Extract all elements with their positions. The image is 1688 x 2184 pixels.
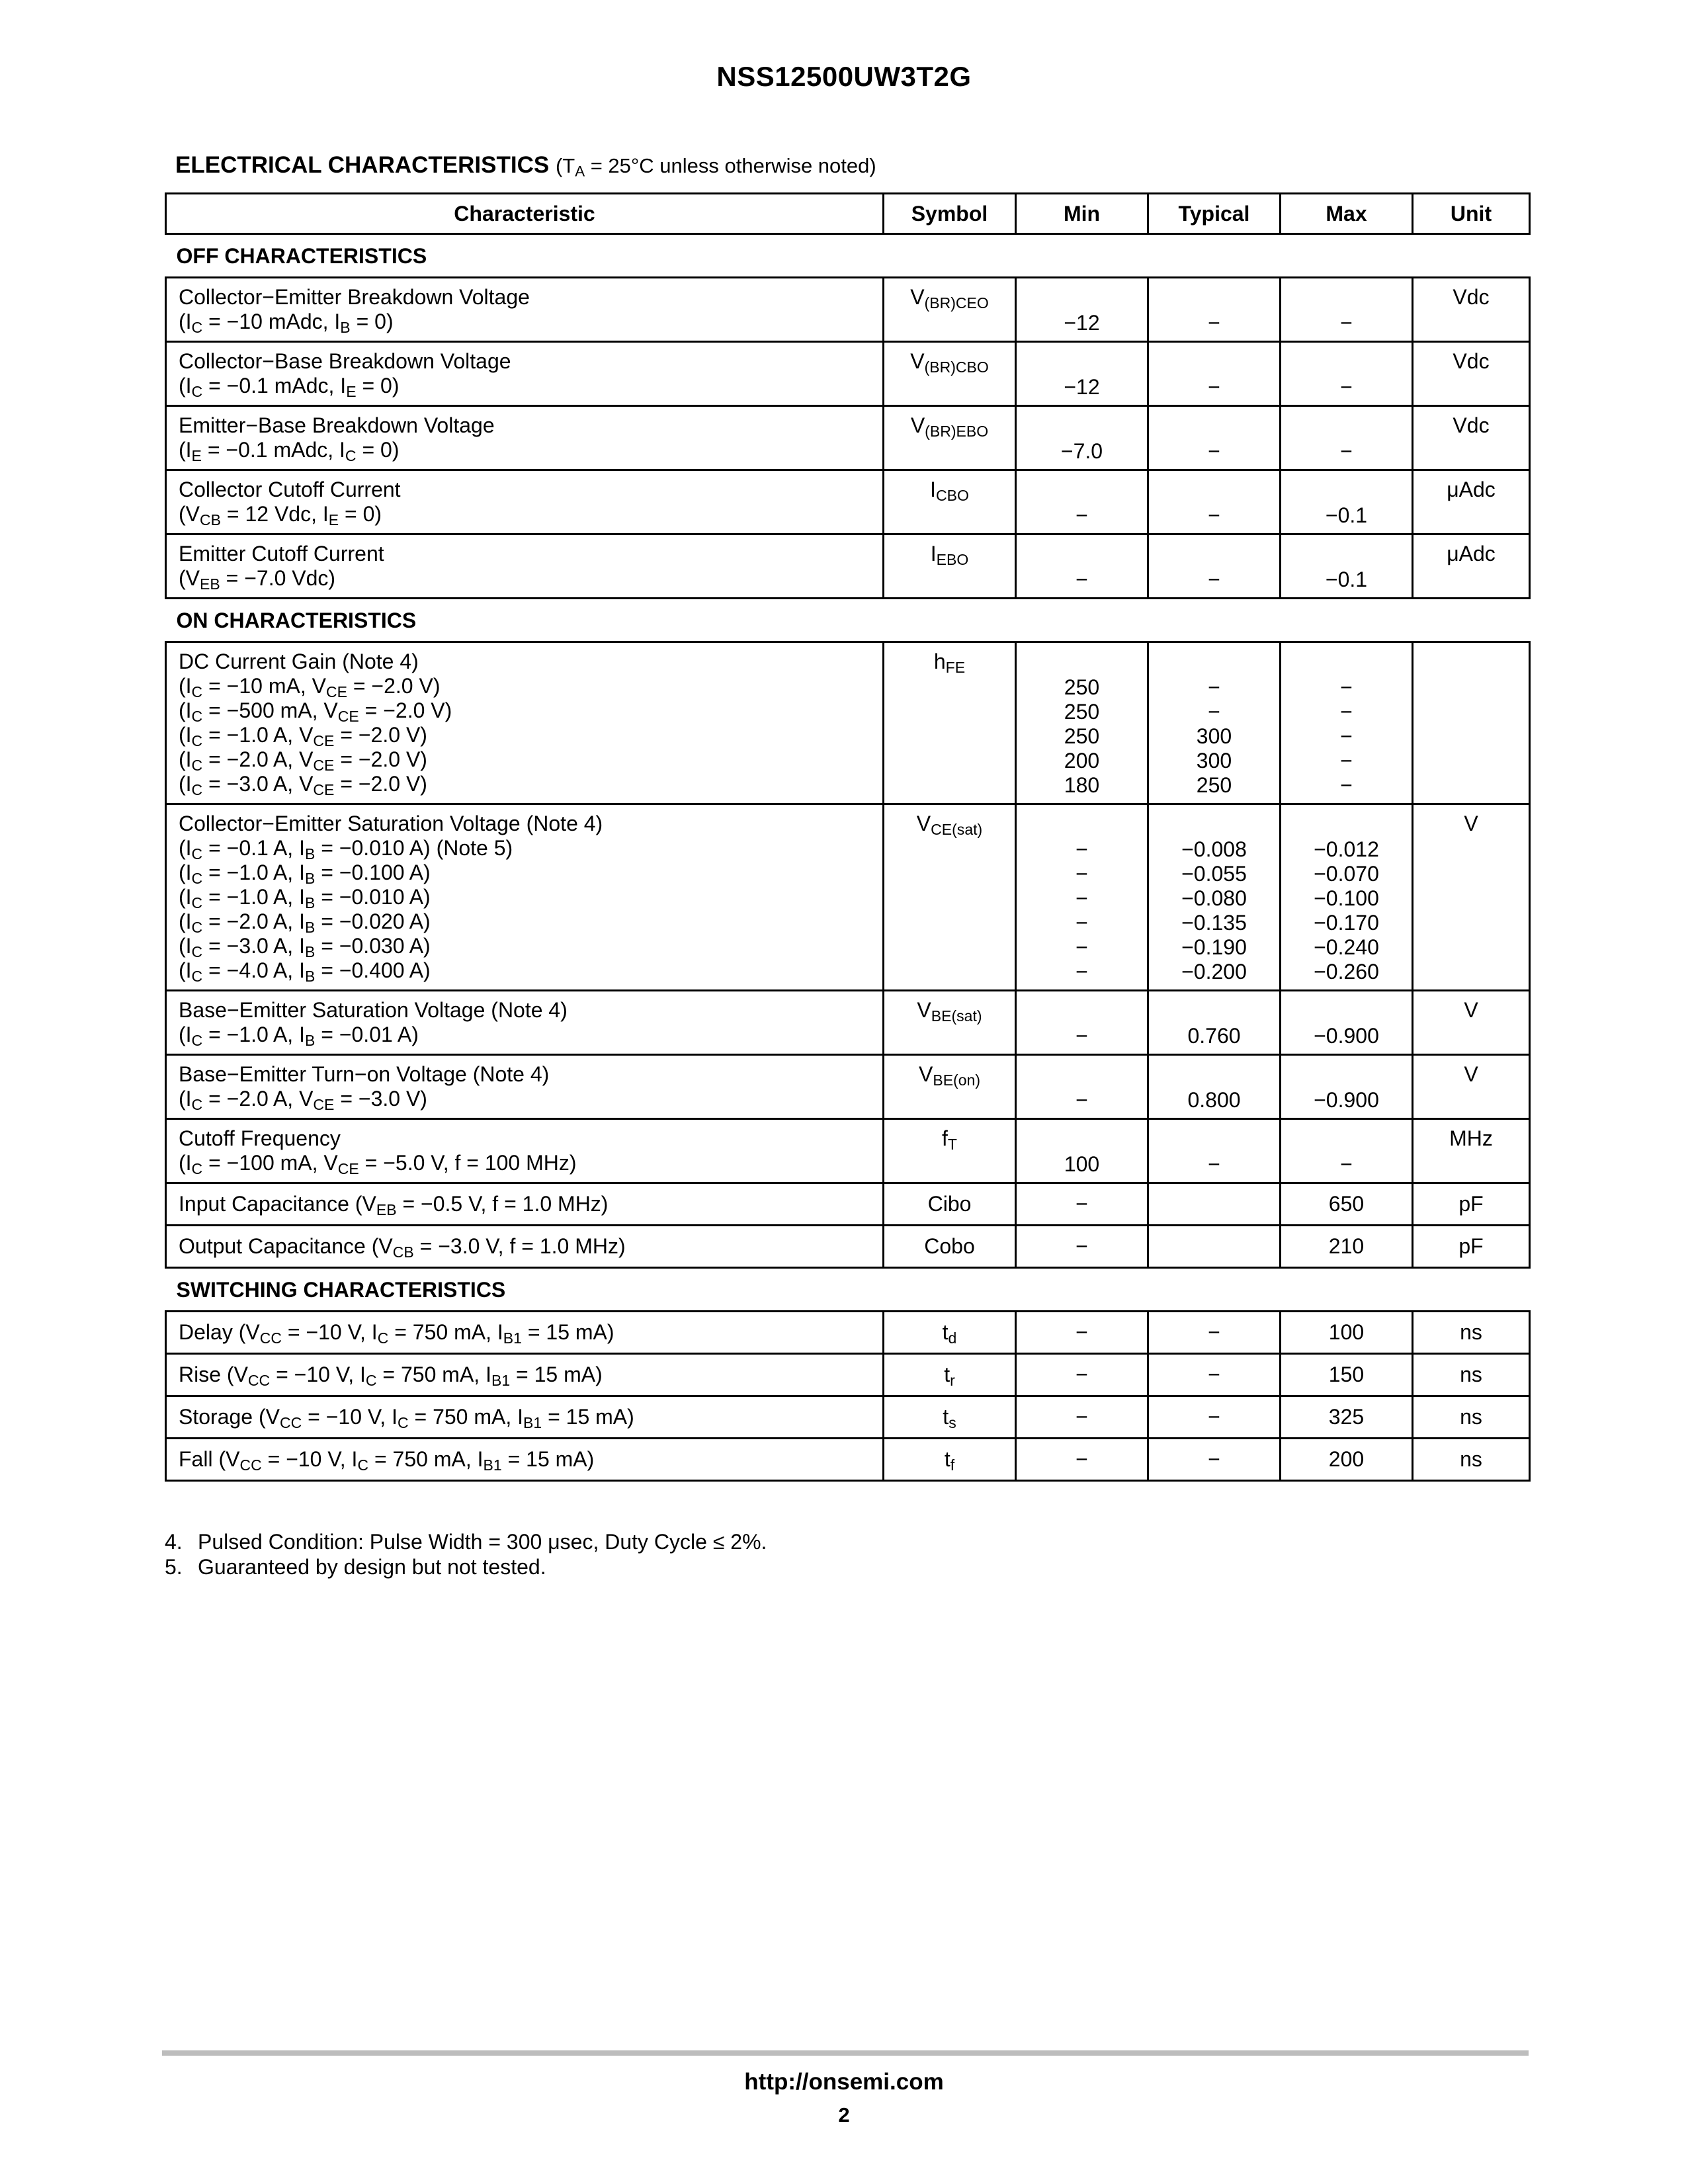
characteristic-line: Rise ($V_{CC} = -10$ V, $I_C = 750$ mA, $I_{B1} = 15$ mA) bbox=[179, 1363, 603, 1389]
footnote-text: Pulsed Condition: Pulse Width = 300 μsec, Duty Cycle ≤ 2%. bbox=[198, 1530, 767, 1554]
characteristic-line: ($I_C = -1.0$ A, $I_B = -0.01$ A) bbox=[179, 1023, 419, 1049]
footnote bbox=[165, 1554, 767, 1579]
characteristic-line: Emitter Cutoff Current bbox=[179, 542, 384, 566]
section-row bbox=[166, 599, 1530, 642]
min-cell: 100 bbox=[1016, 1119, 1148, 1183]
typical-cell: − bbox=[1148, 1119, 1281, 1183]
typical-cell bbox=[1148, 1183, 1281, 1226]
characteristic-line: Collector−Emitter Saturation Voltage (Note 4) bbox=[179, 812, 603, 835]
min-cell: − bbox=[1016, 534, 1148, 599]
max-cell: 200 bbox=[1281, 1439, 1413, 1481]
symbol-cell: $V_{(BR)EBO}$ bbox=[884, 406, 1016, 470]
unit-cell: V bbox=[1413, 991, 1530, 1055]
max-cell: −0.900 bbox=[1281, 1055, 1413, 1119]
characteristic-line: Cutoff Frequency bbox=[179, 1126, 341, 1150]
unit-cell: μAdc bbox=[1413, 470, 1530, 534]
characteristic-line: Collector−Emitter Breakdown Voltage bbox=[179, 285, 530, 309]
table-row bbox=[166, 470, 1530, 534]
max-cell: −0.1 bbox=[1281, 534, 1413, 599]
max-cell: − − − − − bbox=[1281, 642, 1413, 804]
characteristic-line: ($I_C = -3.0$ A, $V_{CE} = -2.0$ V) bbox=[179, 772, 427, 798]
symbol-cell: $f_T$ bbox=[884, 1119, 1016, 1183]
min-cell: − bbox=[1016, 470, 1148, 534]
unit-cell: ns bbox=[1413, 1439, 1530, 1481]
characteristic-line: ($I_C = -2.0$ A, $I_B = -0.020$ A) bbox=[179, 909, 431, 936]
table-row bbox=[166, 642, 1530, 804]
typical-cell: − bbox=[1148, 1396, 1281, 1439]
table-row bbox=[166, 1354, 1530, 1396]
characteristic-line: Base−Emitter Saturation Voltage (Note 4) bbox=[179, 998, 568, 1022]
symbol-cell: $t_d$ bbox=[884, 1312, 1016, 1354]
unit-cell: V bbox=[1413, 1055, 1530, 1119]
characteristic-cell bbox=[166, 642, 884, 804]
symbol-cell: $V_{(BR)CBO}$ bbox=[884, 342, 1016, 406]
electrical-characteristics-table bbox=[165, 192, 1531, 1482]
table-row bbox=[166, 1439, 1530, 1481]
footer-url-link[interactable]: http://onsemi.com bbox=[744, 2069, 944, 2095]
characteristic-line: Emitter−Base Breakdown Voltage bbox=[179, 413, 495, 437]
table-row bbox=[166, 278, 1530, 342]
table-header-row bbox=[166, 194, 1530, 234]
footnote-number: 5. bbox=[165, 1555, 183, 1579]
section-heading bbox=[175, 152, 876, 179]
column-header-min: Min bbox=[1016, 194, 1148, 234]
characteristic-line: ($I_C = -1.0$ A, $I_B = -0.100$ A) bbox=[179, 861, 431, 887]
unit-cell: ns bbox=[1413, 1312, 1530, 1354]
characteristic-cell bbox=[166, 406, 884, 470]
characteristic-line: ($I_C = -0.1$ mAdc, $I_E = 0$) bbox=[179, 374, 400, 400]
max-cell: 210 bbox=[1281, 1226, 1413, 1268]
unit-cell: Vdc bbox=[1413, 342, 1530, 406]
unit-cell bbox=[1413, 642, 1530, 804]
typical-cell: 0.800 bbox=[1148, 1055, 1281, 1119]
characteristic-line: Storage ($V_{CC} = -10$ V, $I_C = 750$ mA, $I_{B1} = 15$ mA) bbox=[179, 1405, 634, 1431]
characteristic-cell bbox=[166, 991, 884, 1055]
min-cell: − bbox=[1016, 991, 1148, 1055]
column-header-symbol: Symbol bbox=[884, 194, 1016, 234]
characteristic-cell bbox=[166, 1226, 884, 1268]
characteristic-line: ($I_C = -10$ mA, $V_{CE} = -2.0$ V) bbox=[179, 674, 441, 700]
table-body bbox=[166, 234, 1530, 1481]
page-number: 2 bbox=[838, 2103, 850, 2126]
characteristic-line: Delay ($V_{CC} = -10$ V, $I_C = 750$ mA, $I_{B1} = 15$ mA) bbox=[179, 1320, 614, 1347]
unit-cell: Vdc bbox=[1413, 278, 1530, 342]
unit-cell: ns bbox=[1413, 1396, 1530, 1439]
table-row bbox=[166, 1183, 1530, 1226]
table-row bbox=[166, 1312, 1530, 1354]
characteristic-cell bbox=[166, 804, 884, 991]
min-cell: −12 bbox=[1016, 278, 1148, 342]
unit-cell: Vdc bbox=[1413, 406, 1530, 470]
max-cell: − bbox=[1281, 278, 1413, 342]
symbol-cell: $V_{(BR)CEO}$ bbox=[884, 278, 1016, 342]
characteristic-cell bbox=[166, 1354, 884, 1396]
characteristic-line: Collector−Base Breakdown Voltage bbox=[179, 349, 511, 373]
characteristic-line: ($I_C = -2.0$ A, $V_{CE} = -2.0$ V) bbox=[179, 747, 427, 774]
characteristic-line: ($I_E = -0.1$ mAdc, $I_C = 0$) bbox=[179, 438, 400, 464]
min-cell: 250 250 250 200 180 bbox=[1016, 642, 1148, 804]
characteristic-cell bbox=[166, 470, 884, 534]
typical-cell: − bbox=[1148, 406, 1281, 470]
symbol-cell: Cibo bbox=[884, 1183, 1016, 1226]
characteristic-line: Output Capacitance ($V_{CB} = -3.0$ V, f = 1.0 MHz) bbox=[179, 1234, 626, 1261]
table-row bbox=[166, 406, 1530, 470]
min-cell: −7.0 bbox=[1016, 406, 1148, 470]
characteristic-line: ($I_C = -500$ mA, $V_{CE} = -2.0$ V) bbox=[179, 698, 452, 725]
min-cell: − bbox=[1016, 1183, 1148, 1226]
typical-cell: 0.760 bbox=[1148, 991, 1281, 1055]
footnote-number: 4. bbox=[165, 1530, 183, 1554]
unit-cell: ns bbox=[1413, 1354, 1530, 1396]
unit-cell: pF bbox=[1413, 1183, 1530, 1226]
symbol-cell: $t_f$ bbox=[884, 1439, 1016, 1481]
typical-cell: − − 300 300 250 bbox=[1148, 642, 1281, 804]
max-cell: −0.900 bbox=[1281, 991, 1413, 1055]
typical-cell: − bbox=[1148, 1354, 1281, 1396]
characteristic-line: ($I_C = -10$ mAdc, $I_B = 0$) bbox=[179, 310, 394, 336]
section-heading-label: OFF CHARACTERISTICS bbox=[176, 244, 427, 268]
min-cell: − − − − − − bbox=[1016, 804, 1148, 991]
characteristic-line: DC Current Gain (Note 4) bbox=[179, 650, 419, 673]
page-title: NSS12500UW3T2G bbox=[716, 61, 972, 92]
footnote-text: Guaranteed by design but not tested. bbox=[198, 1555, 546, 1579]
characteristic-line: ($V_{CB} = 12$ Vdc, $I_E = 0$) bbox=[179, 502, 382, 528]
max-cell: − bbox=[1281, 406, 1413, 470]
table-row bbox=[166, 1055, 1530, 1119]
symbol-cell: $V_{BE(sat)}$ bbox=[884, 991, 1016, 1055]
table-row bbox=[166, 804, 1530, 991]
min-cell: −12 bbox=[1016, 342, 1148, 406]
column-header-characteristic: Characteristic bbox=[166, 194, 884, 234]
symbol-cell: $I_{EBO}$ bbox=[884, 534, 1016, 599]
characteristic-line: ($I_C = -3.0$ A, $I_B = -0.030$ A) bbox=[179, 934, 431, 960]
typical-cell bbox=[1148, 1226, 1281, 1268]
table-row bbox=[166, 1226, 1530, 1268]
characteristic-cell bbox=[166, 1312, 884, 1354]
footer-divider bbox=[162, 2050, 1529, 2056]
unit-cell: V bbox=[1413, 804, 1530, 991]
max-cell: 150 bbox=[1281, 1354, 1413, 1396]
typical-cell: − bbox=[1148, 470, 1281, 534]
typical-cell: − bbox=[1148, 278, 1281, 342]
characteristic-cell bbox=[166, 1055, 884, 1119]
min-cell: − bbox=[1016, 1439, 1148, 1481]
column-header-max: Max bbox=[1281, 194, 1413, 234]
table-row bbox=[166, 1396, 1530, 1439]
characteristic-line: Input Capacitance ($V_{EB} = -0.5$ V, f = 1.0 MHz) bbox=[179, 1192, 609, 1218]
min-cell: − bbox=[1016, 1354, 1148, 1396]
min-cell: − bbox=[1016, 1396, 1148, 1439]
section-row bbox=[166, 234, 1530, 278]
characteristic-line: ($V_{EB} = -7.0$ Vdc) bbox=[179, 566, 336, 593]
table-row bbox=[166, 534, 1530, 599]
symbol-cell: $h_{FE}$ bbox=[884, 642, 1016, 804]
characteristic-cell bbox=[166, 278, 884, 342]
column-header-typical: Typical bbox=[1148, 194, 1281, 234]
section-condition: ($T_A = 25^\circ C$ unless otherwise noted) bbox=[555, 154, 876, 180]
max-cell: 325 bbox=[1281, 1396, 1413, 1439]
typical-cell: − bbox=[1148, 1439, 1281, 1481]
unit-cell: pF bbox=[1413, 1226, 1530, 1268]
unit-cell: μAdc bbox=[1413, 534, 1530, 599]
max-cell: −0.1 bbox=[1281, 470, 1413, 534]
symbol-cell: $t_r$ bbox=[884, 1354, 1016, 1396]
unit-cell: MHz bbox=[1413, 1119, 1530, 1183]
characteristic-line: ($I_C = -2.0$ A, $V_{CE} = -3.0$ V) bbox=[179, 1087, 427, 1113]
table-row bbox=[166, 342, 1530, 406]
typical-cell: − bbox=[1148, 534, 1281, 599]
max-cell: 650 bbox=[1281, 1183, 1413, 1226]
characteristic-cell bbox=[166, 534, 884, 599]
max-cell: 100 bbox=[1281, 1312, 1413, 1354]
characteristic-line: ($I_C = -1.0$ A, $I_B = -0.010$ A) bbox=[179, 885, 431, 911]
characteristic-cell bbox=[166, 342, 884, 406]
characteristic-line: Fall ($V_{CC} = -10$ V, $I_C = 750$ mA, $I_{B1} = 15$ mA) bbox=[179, 1447, 595, 1474]
characteristic-line: ($I_C = -4.0$ A, $I_B = -0.400$ A) bbox=[179, 958, 431, 985]
section-heading-label: SWITCHING CHARACTERISTICS bbox=[176, 1278, 506, 1302]
symbol-cell: Cobo bbox=[884, 1226, 1016, 1268]
table-row bbox=[166, 1119, 1530, 1183]
column-header-unit: Unit bbox=[1413, 194, 1530, 234]
characteristic-cell bbox=[166, 1183, 884, 1226]
min-cell: − bbox=[1016, 1055, 1148, 1119]
characteristic-line: Base−Emitter Turn−on Voltage (Note 4) bbox=[179, 1062, 550, 1086]
min-cell: − bbox=[1016, 1312, 1148, 1354]
footnotes bbox=[165, 1529, 767, 1579]
max-cell: − bbox=[1281, 1119, 1413, 1183]
section-row bbox=[166, 1268, 1530, 1312]
symbol-cell: $V_{BE(on)}$ bbox=[884, 1055, 1016, 1119]
section-heading-label: ON CHARACTERISTICS bbox=[176, 609, 417, 632]
max-cell: − bbox=[1281, 342, 1413, 406]
characteristic-line: ($I_C = -0.1$ A, $I_B = -0.010$ A) (Note 5) bbox=[179, 836, 513, 862]
characteristic-line: ($I_C = -100$ mA, $V_{CE} = -5.0$ V, f = 100 MHz) bbox=[179, 1151, 577, 1177]
table-row bbox=[166, 991, 1530, 1055]
characteristic-cell bbox=[166, 1396, 884, 1439]
symbol-cell: $V_{CE(sat)}$ bbox=[884, 804, 1016, 991]
section-title: ELECTRICAL CHARACTERISTICS bbox=[175, 152, 550, 178]
symbol-cell: $t_s$ bbox=[884, 1396, 1016, 1439]
characteristic-cell bbox=[166, 1439, 884, 1481]
min-cell: − bbox=[1016, 1226, 1148, 1268]
typical-cell: − bbox=[1148, 1312, 1281, 1354]
max-cell: −0.012 −0.070 −0.100 −0.170 −0.240 −0.260 bbox=[1281, 804, 1413, 991]
characteristic-line: ($I_C = -1.0$ A, $V_{CE} = -2.0$ V) bbox=[179, 723, 427, 749]
characteristic-cell bbox=[166, 1119, 884, 1183]
typical-cell: − bbox=[1148, 342, 1281, 406]
footnote bbox=[165, 1529, 767, 1554]
symbol-cell: $I_{CBO}$ bbox=[884, 470, 1016, 534]
typical-cell: −0.008 −0.055 −0.080 −0.135 −0.190 −0.200 bbox=[1148, 804, 1281, 991]
characteristic-line: Collector Cutoff Current bbox=[179, 478, 401, 501]
